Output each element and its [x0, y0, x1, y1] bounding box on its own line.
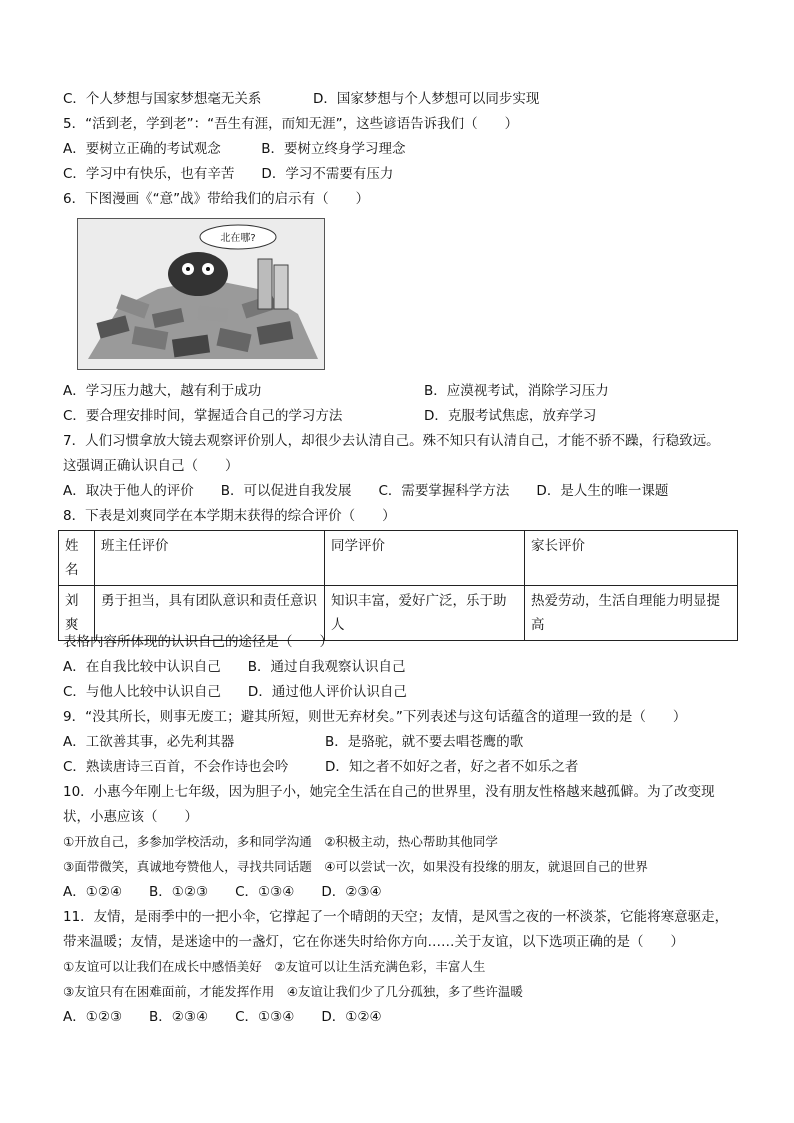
cartoon-image	[77, 218, 325, 370]
question-11-line2: 带来温暖；友情，是迷途中的一盏灯，它在你迷失时给你方向……关于友谊，以下选项正确的是（ ）	[63, 934, 684, 950]
q10-statements-2: ③面带微笑，真诚地夸赞他人，寻找共同话题 ④可以尝试一次，如果没有投缘的朋友，就退回自己的世界	[63, 859, 648, 874]
question-7-line1: 7．人们习惯拿放大镜去观察评价别人，却很少去认清自己。殊不知只有认清自己，才能不骄不躁，行稳致远。	[63, 433, 720, 449]
q10-options: A．①②④ B．①②③ C．①③④ D．②③④	[63, 884, 382, 900]
table-header-row	[59, 531, 738, 586]
evaluation-table	[58, 530, 738, 641]
question-11-line1: 11．友情，是雨季中的一把小伞，它撑起了一个晴朗的天空；友情，是风雪之夜的一杯淡茶，它能将寒意驱走，	[63, 909, 729, 925]
q8-options-ab: A．在自我比较中认识自己 B．通过自我观察认识自己	[63, 659, 406, 675]
question-8: 8．下表是刘爽同学在本学期末获得的综合评价（ ）	[63, 508, 396, 524]
question-8-tail: 表格内容所体现的认识自己的途径是（ ）	[63, 634, 333, 650]
cell-classmates: 知识丰富，爱好广泛，乐于助人	[325, 586, 525, 641]
q9-option-a: A．工欲善其事，必先利其器	[63, 734, 235, 750]
header-teacher: 班主任评价	[95, 531, 325, 586]
q8-options-cd: C．与他人比较中认识自己 D．通过他人评价认识自己	[63, 684, 407, 700]
q11-options: A．①②③ B．②③④ C．①③④ D．①②④	[63, 1009, 382, 1025]
cell-teacher: 勇于担当，具有团队意识和责任意识	[95, 586, 325, 641]
question-10-line1: 10．小惠今年刚上七年级，因为胆子小，她完全生活在自己的世界里，没有朋友性格越来越孤僻。为了改变现	[63, 784, 715, 800]
cell-parents: 热爱劳动，生活自理能力明显提高	[525, 586, 738, 641]
q6-option-c: C．要合理安排时间，掌握适合自己的学习方法	[63, 408, 343, 424]
q9-option-c: C．熟读唐诗三百首，不会作诗也会吟	[63, 759, 289, 775]
q5-options-cd: C．学习中有快乐，也有辛苦 D．学习不需要有压力	[63, 166, 394, 182]
q9-option-b: B．是骆驼，就不要去唱苍鹰的歌	[325, 734, 524, 750]
header-parents: 家长评价	[525, 531, 738, 586]
header-name: 姓名	[59, 531, 95, 586]
question-5: 5．“活到老，学到老”：“吾生有涯，而知无涯”，这些谚语告诉我们（ ）	[63, 116, 519, 132]
q4-option-c: C．个人梦想与国家梦想毫无关系	[63, 91, 262, 107]
q6-option-b: B．应漠视考试，消除学习压力	[424, 383, 609, 399]
q4-option-d: D．国家梦想与个人梦想可以同步实现	[313, 91, 540, 107]
q6-option-d: D．克服考试焦虑，放弃学习	[424, 408, 597, 424]
question-7-line2: 这强调正确认识自己（ ）	[63, 458, 239, 474]
cartoon-caption: 北在哪?	[220, 233, 256, 244]
question-9: 9．“没其所长，则事无废工；避其所短，则世无弃材矣。”下列表述与这句话蕴含的道理一致的是（ ）	[63, 709, 687, 725]
q7-options: A．取决于他人的评价 B．可以促进自我发展 C．需要掌握科学方法 D．是人生的唯一课题	[63, 483, 669, 499]
q11-statements-1: ①友谊可以让我们在成长中感悟美好 ②友谊可以让生活充满色彩，丰富人生	[63, 959, 486, 974]
question-6: 6．下图漫画《“意”战》带给我们的启示有（ ）	[63, 191, 370, 207]
cartoon-drawing	[78, 219, 324, 369]
q10-statements-1: ①开放自己，多参加学校活动，多和同学沟通 ②积极主动，热心帮助其他同学	[63, 834, 498, 849]
header-classmates: 同学评价	[325, 531, 525, 586]
q5-options-ab: A．要树立正确的考试观念 B．要树立终身学习理念	[63, 141, 406, 157]
q9-option-d: D．知之者不如好之者，好之者不如乐之者	[325, 759, 579, 775]
q6-option-a: A．学习压力越大，越有利于成功	[63, 383, 262, 399]
q11-statements-2: ③友谊只有在困难面前，才能发挥作用 ④友谊让我们少了几分孤独，多了些许温暖	[63, 984, 523, 999]
question-10-line2: 状，小惠应该（ ）	[63, 809, 198, 825]
cell-name: 刘爽	[59, 586, 95, 641]
